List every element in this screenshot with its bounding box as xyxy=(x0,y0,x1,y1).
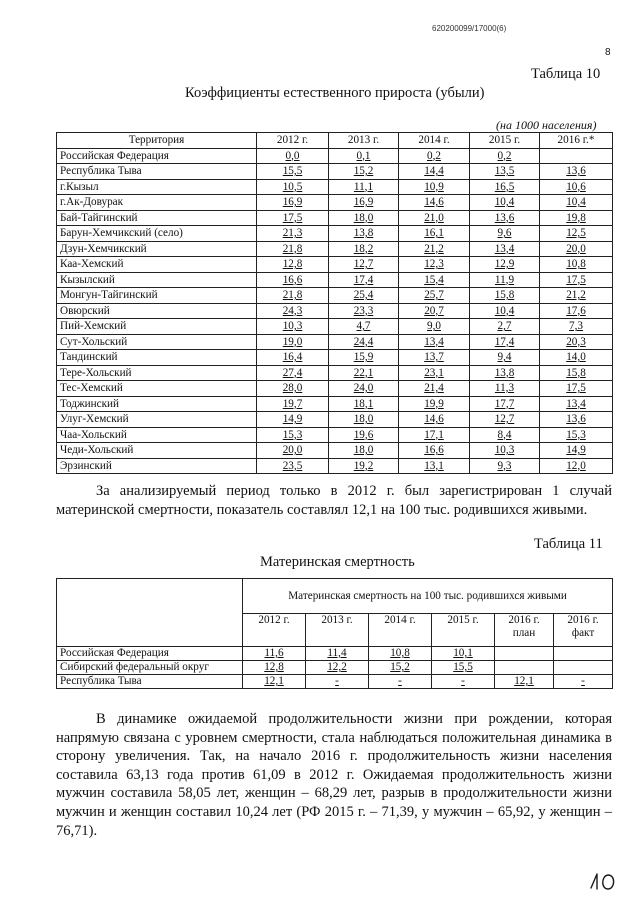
territory-cell: Республика Тыва xyxy=(57,164,257,180)
value-cell: 20,3 xyxy=(540,334,613,350)
territory-cell: Тандинский xyxy=(57,350,257,366)
value-cell: 10,8 xyxy=(369,647,432,661)
value-cell xyxy=(495,661,554,675)
value-cell: 14,0 xyxy=(540,350,613,366)
value-cell: 18,1 xyxy=(329,396,399,412)
value-cell: 21,0 xyxy=(399,210,470,226)
value-cell: 10,6 xyxy=(540,179,613,195)
table11-title: Материнская смертность xyxy=(260,554,415,570)
column-header: 2016 г.* xyxy=(540,133,613,149)
value-cell: 10,4 xyxy=(470,303,540,319)
value-cell: 23,1 xyxy=(399,365,470,381)
value-cell: 17,7 xyxy=(470,396,540,412)
territory-cell: г.Кызыл xyxy=(57,179,257,195)
value-cell: 13,8 xyxy=(470,365,540,381)
value-cell: 16,5 xyxy=(470,179,540,195)
natural-increase-table xyxy=(56,132,613,474)
value-cell: 10,4 xyxy=(540,195,613,211)
territory-cell: Российская Федерация xyxy=(57,148,257,164)
value-cell: 15,9 xyxy=(329,350,399,366)
group-header: Материнская смертность на 100 тыс. родившихся живыми xyxy=(243,579,613,614)
value-cell: 11,9 xyxy=(470,272,540,288)
value-cell xyxy=(554,647,613,661)
value-cell: 2,7 xyxy=(470,319,540,335)
territory-cell: Эрзинский xyxy=(57,458,257,474)
territory-cell: г.Ак-Довурак xyxy=(57,195,257,211)
value-cell: 24,4 xyxy=(329,334,399,350)
value-cell: 25,7 xyxy=(399,288,470,304)
table11-body xyxy=(57,647,613,689)
value-cell: 15,5 xyxy=(257,164,329,180)
table-row xyxy=(57,647,613,661)
value-cell: 19,2 xyxy=(329,458,399,474)
value-cell: 14,4 xyxy=(399,164,470,180)
value-cell: 16,1 xyxy=(399,226,470,242)
table11-label: Таблица 11 xyxy=(534,536,603,552)
value-cell: 13,6 xyxy=(540,412,613,428)
territory-cell: Чеди-Хольский xyxy=(57,443,257,459)
territory-cell: Дзун-Хемчикский xyxy=(57,241,257,257)
value-cell: 21,2 xyxy=(399,241,470,257)
table10-label: Таблица 10 xyxy=(531,66,601,82)
table10-header-row xyxy=(57,133,613,149)
value-cell: 28,0 xyxy=(257,381,329,397)
value-cell: 0,0 xyxy=(257,148,329,164)
value-cell: 17,5 xyxy=(540,381,613,397)
value-cell: 21,8 xyxy=(257,288,329,304)
table10-units: (на 1000 населения) xyxy=(496,118,597,132)
territory-cell: Тере-Хольский xyxy=(57,365,257,381)
table-row xyxy=(57,443,613,459)
value-cell: 20,0 xyxy=(540,241,613,257)
value-cell: 0,2 xyxy=(470,148,540,164)
value-cell: 13,6 xyxy=(540,164,613,180)
value-cell: 16,6 xyxy=(257,272,329,288)
value-cell: 12,2 xyxy=(306,661,369,675)
table-row xyxy=(57,675,613,689)
value-cell: 12,1 xyxy=(243,675,306,689)
column-header: 2013 г. xyxy=(306,614,369,647)
value-cell: 15,2 xyxy=(369,661,432,675)
territory-cell: Бай-Тайгинский xyxy=(57,210,257,226)
value-cell: 18,0 xyxy=(329,210,399,226)
maternal-mortality-note: За анализируемый период только в 2012 г. был зарегистрирован 1 случай материнской смертности, показатель составлял 12,1 на 100 тыс. родившихся живыми. xyxy=(56,483,612,518)
column-header: 2014 г. xyxy=(399,133,470,149)
value-cell: 19,8 xyxy=(540,210,613,226)
table-row xyxy=(57,210,613,226)
value-cell: 9,6 xyxy=(470,226,540,242)
value-cell: 14,6 xyxy=(399,195,470,211)
value-cell: 10,9 xyxy=(399,179,470,195)
value-cell: 12,5 xyxy=(540,226,613,242)
value-cell: 23,5 xyxy=(257,458,329,474)
page-number: 8 xyxy=(605,47,611,58)
value-cell: 13,4 xyxy=(399,334,470,350)
territory-cell: Сут-Хольский xyxy=(57,334,257,350)
value-cell: 15,8 xyxy=(540,365,613,381)
value-cell: 11,4 xyxy=(306,647,369,661)
value-cell: 17,4 xyxy=(329,272,399,288)
value-cell: 15,5 xyxy=(432,661,495,675)
value-cell: 7,3 xyxy=(540,319,613,335)
table11-group-header-row xyxy=(57,579,613,614)
value-cell: 22,1 xyxy=(329,365,399,381)
value-cell: 17,5 xyxy=(540,272,613,288)
territory-cell: Монгун-Тайгинский xyxy=(57,288,257,304)
table-row xyxy=(57,241,613,257)
value-cell: 0,2 xyxy=(399,148,470,164)
value-cell: 4,7 xyxy=(329,319,399,335)
value-cell: 11,3 xyxy=(470,381,540,397)
value-cell: 18,2 xyxy=(329,241,399,257)
value-cell: 9,3 xyxy=(470,458,540,474)
value-cell: 10,8 xyxy=(540,257,613,273)
value-cell: 16,9 xyxy=(329,195,399,211)
value-cell: 27,4 xyxy=(257,365,329,381)
column-header: 2016 г. план xyxy=(495,614,554,647)
territory-cell: Барун-Хемчикский (село) xyxy=(57,226,257,242)
value-cell: 20,0 xyxy=(257,443,329,459)
value-cell: 12,8 xyxy=(257,257,329,273)
territory-cell: Республика Тыва xyxy=(57,675,243,689)
column-header: Территория xyxy=(57,133,257,149)
value-cell: 12,7 xyxy=(470,412,540,428)
table-row xyxy=(57,365,613,381)
life-expectancy-paragraph: В динамике ожидаемой продолжительности жизни при рождении, которая напрямую связана с уровнем смертности, стала наблюдаться положительная динамика в сторону увеличения. Так, на начало 2016 г. продолжительность жизни населения составила 63,13 года против 61,09 в 2012 г. Ожидаемая продолжительность жизни мужчин составила 58,05 лет, женщин – 68,29 лет, разрыв в продолжительности жизни мужчин и женщин составил 10,24 лет (РФ 2015 г. – 71,39, у мужчин – 65,92, у женщин – 76,71). xyxy=(56,711,612,839)
table-row xyxy=(57,427,613,443)
value-cell: 19,6 xyxy=(329,427,399,443)
value-cell: 13,8 xyxy=(329,226,399,242)
table-row xyxy=(57,319,613,335)
value-cell: 19,9 xyxy=(399,396,470,412)
value-cell: 15,3 xyxy=(540,427,613,443)
value-cell: 14,6 xyxy=(399,412,470,428)
value-cell: 14,9 xyxy=(540,443,613,459)
value-cell: 17,6 xyxy=(540,303,613,319)
value-cell: 19,0 xyxy=(257,334,329,350)
value-cell: 12,9 xyxy=(470,257,540,273)
value-cell: 15,2 xyxy=(329,164,399,180)
value-cell: 18,0 xyxy=(329,412,399,428)
value-cell: 12,3 xyxy=(399,257,470,273)
territory-cell: Пий-Хемский xyxy=(57,319,257,335)
table-row xyxy=(57,226,613,242)
value-cell: 16,9 xyxy=(257,195,329,211)
table-row xyxy=(57,148,613,164)
value-cell: 14,9 xyxy=(257,412,329,428)
value-cell: 13,7 xyxy=(399,350,470,366)
value-cell: 0,1 xyxy=(329,148,399,164)
value-cell: 19,7 xyxy=(257,396,329,412)
value-cell: 21,4 xyxy=(399,381,470,397)
value-cell: 17,1 xyxy=(399,427,470,443)
value-cell: 15,3 xyxy=(257,427,329,443)
maternal-mortality-table xyxy=(56,578,613,689)
value-cell: 13,4 xyxy=(470,241,540,257)
territory-cell: Каа-Хемский xyxy=(57,257,257,273)
territory-cell: Сибирский федеральный округ xyxy=(57,661,243,675)
territory-cell: Тоджинский xyxy=(57,396,257,412)
value-cell: 12,0 xyxy=(540,458,613,474)
table-row xyxy=(57,661,613,675)
value-cell: 21,8 xyxy=(257,241,329,257)
table-row xyxy=(57,164,613,180)
table-row xyxy=(57,288,613,304)
column-header: 2012 г. xyxy=(243,614,306,647)
value-cell: 12,1 xyxy=(495,675,554,689)
value-cell: 21,2 xyxy=(540,288,613,304)
value-cell: 13,5 xyxy=(470,164,540,180)
value-cell: 16,4 xyxy=(257,350,329,366)
value-cell: 13,1 xyxy=(399,458,470,474)
table-row xyxy=(57,179,613,195)
column-header: 2015 г. xyxy=(432,614,495,647)
value-cell: 10,1 xyxy=(432,647,495,661)
value-cell: 16,6 xyxy=(399,443,470,459)
value-cell: 10,3 xyxy=(470,443,540,459)
value-cell: 24,3 xyxy=(257,303,329,319)
value-cell: 15,8 xyxy=(470,288,540,304)
value-cell: 9,0 xyxy=(399,319,470,335)
value-cell: 12,7 xyxy=(329,257,399,273)
value-cell xyxy=(495,647,554,661)
value-cell: - xyxy=(369,675,432,689)
table-row xyxy=(57,334,613,350)
value-cell: 17,4 xyxy=(470,334,540,350)
value-cell xyxy=(540,148,613,164)
value-cell: 24,0 xyxy=(329,381,399,397)
value-cell: 11,6 xyxy=(243,647,306,661)
handwritten-page-number xyxy=(588,870,622,892)
table-row xyxy=(57,272,613,288)
value-cell: 20,7 xyxy=(399,303,470,319)
territory-cell: Улуг-Хемский xyxy=(57,412,257,428)
table-row xyxy=(57,303,613,319)
table-row xyxy=(57,396,613,412)
value-cell: 10,3 xyxy=(257,319,329,335)
table10-title: Коэффициенты естественного прироста (убыли) xyxy=(185,85,485,101)
value-cell: 23,3 xyxy=(329,303,399,319)
territory-cell: Кызылский xyxy=(57,272,257,288)
territory-header-cell xyxy=(57,579,243,647)
value-cell: 11,1 xyxy=(329,179,399,195)
table-row xyxy=(57,257,613,273)
table-row xyxy=(57,412,613,428)
value-cell xyxy=(554,661,613,675)
territory-cell: Овюрский xyxy=(57,303,257,319)
value-cell: 8,4 xyxy=(470,427,540,443)
column-header: 2014 г. xyxy=(369,614,432,647)
value-cell: 13,6 xyxy=(470,210,540,226)
value-cell: - xyxy=(306,675,369,689)
value-cell: 10,5 xyxy=(257,179,329,195)
value-cell: 25,4 xyxy=(329,288,399,304)
table-row xyxy=(57,381,613,397)
value-cell: 17,5 xyxy=(257,210,329,226)
column-header: 2013 г. xyxy=(329,133,399,149)
table-row xyxy=(57,350,613,366)
value-cell: - xyxy=(432,675,495,689)
table-row xyxy=(57,195,613,211)
column-header: 2016 г. факт xyxy=(554,614,613,647)
value-cell: 10,4 xyxy=(470,195,540,211)
value-cell: 9,4 xyxy=(470,350,540,366)
value-cell: 18,0 xyxy=(329,443,399,459)
table-row xyxy=(57,458,613,474)
value-cell: - xyxy=(554,675,613,689)
column-header: 2012 г. xyxy=(257,133,329,149)
value-cell: 12,8 xyxy=(243,661,306,675)
document-id: 620200099/17000(6) xyxy=(432,24,507,33)
value-cell: 15,4 xyxy=(399,272,470,288)
territory-cell: Тес-Хемский xyxy=(57,381,257,397)
value-cell: 21,3 xyxy=(257,226,329,242)
territory-cell: Чаа-Хольский xyxy=(57,427,257,443)
column-header: 2015 г. xyxy=(470,133,540,149)
territory-cell: Российская Федерация xyxy=(57,647,243,661)
table10-body xyxy=(57,148,613,474)
value-cell: 13,4 xyxy=(540,396,613,412)
